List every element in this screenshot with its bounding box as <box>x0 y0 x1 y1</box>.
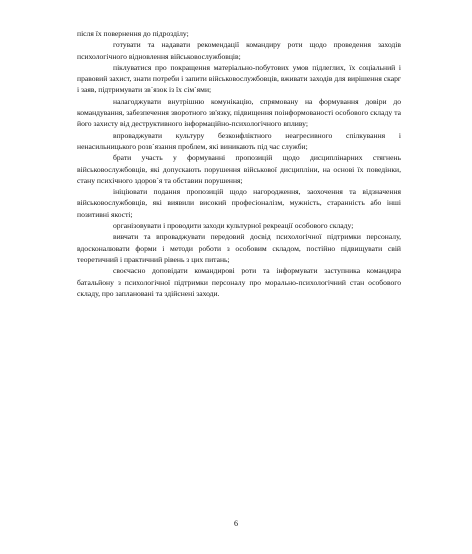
paragraph-6: брати участь у формуванні пропозицій щодо дисциплінарних стягнень військовослужбовців, які допускають порушення військової дисципліни, на основі їх поведінки, стану психічного здоров`я та обставин порушення; <box>77 153 401 185</box>
paragraph-9: вивчати та впроваджувати передовий досвід психологічної підтримки персоналу, вдосконалювати форми і методи роботи з особовим складом, постійно підвищувати свій теоретичний і практичний рівень з цих питань; <box>77 232 401 264</box>
page-number: 6 <box>234 519 238 528</box>
paragraph-1: після їх повернення до підрозділу; <box>77 29 189 38</box>
paragraph-3: піклуватися про покращення матеріально-побутових умов підлеглих, їх соціальний і правовий захист, знати потреби і запити військовослужбовців, вживати заходів для вирішення скарг і заяв, підтримувати зв`язок із їх сім`ями; <box>77 62 401 95</box>
paragraph-8: організовувати і проводити заходи культурної рекреації особового складу; <box>113 221 354 231</box>
paragraph-2: готувати та надавати рекомендації командиру роти щодо проведення заходів психологічного відновлення військовослужбовців; <box>77 40 401 61</box>
paragraph-10: своєчасно доповідати командирові роти та інформувати заступника командира батальйону з психологічної підтримки персоналу про морально-психологічний стан особового складу, про заплановані та здійснені заходи. <box>77 266 401 298</box>
paragraph-5: впроваджувати культуру безконфліктного неагресивного спілкування і ненасильницького розв`язання проблем, які виникають під час служби; <box>77 130 401 151</box>
document-body <box>77 28 401 299</box>
paragraph-4: налагоджувати внутрішню комунікацію, спрямовану на формування довіри до командування, забезпечення зворотного зв'язку, підвищення поінформованості особового складу та його захисту від деструктивного інформаційно-психологічного впливу; <box>77 96 401 129</box>
paragraph-7: ініціювати подання пропозицій щодо нагородження, заохочення та відзначення військовослужбовців, які виявили високий професіоналізм, мужність, старанність або інші позитивні якості; <box>77 187 401 219</box>
